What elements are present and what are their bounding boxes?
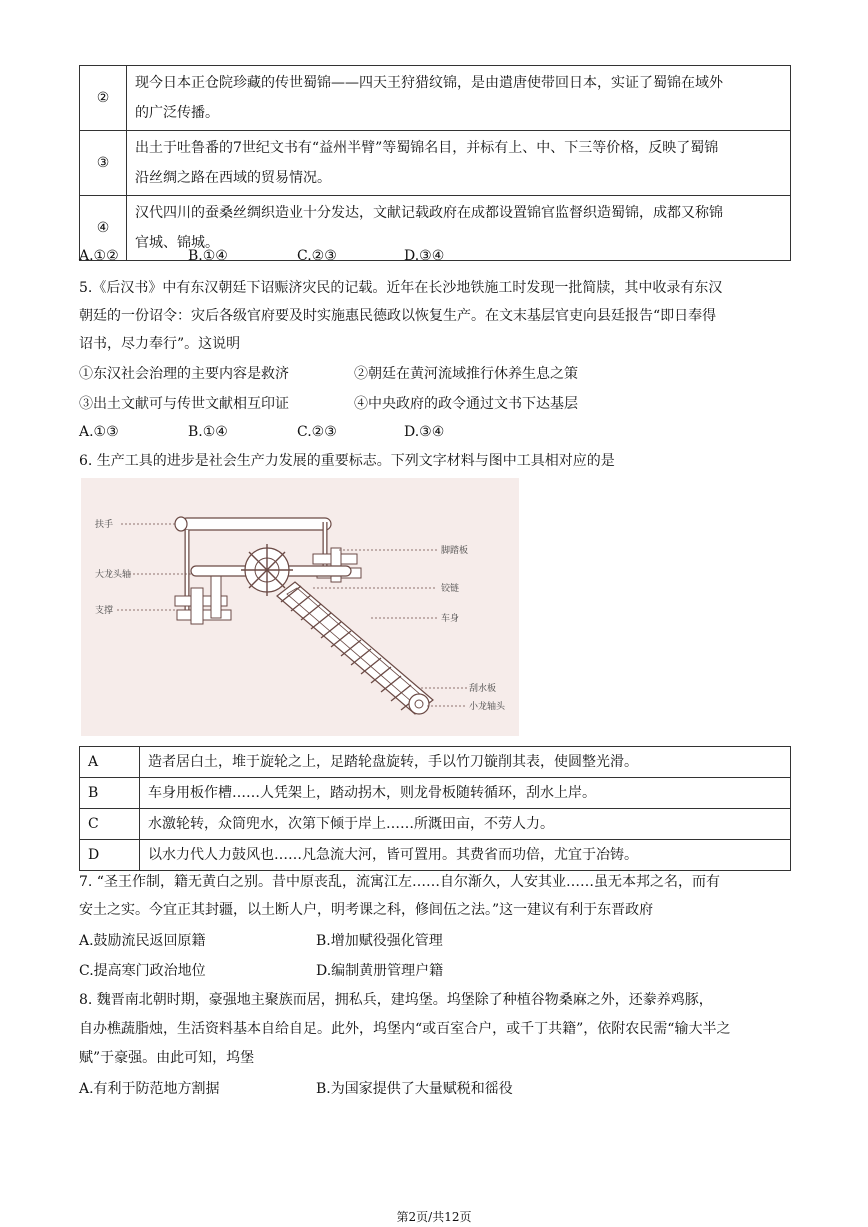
row-text-line: 现今日本正仓院珍藏的传世蜀锦——四天王狩猎纹锦，是由遣唐使带回日本，实证了蜀锦在域外 [135,75,723,91]
row-text: 车身用板作槽……人凭架上，踏动拐木，则龙骨板随转循环，刮水上岸。 [140,778,791,809]
q8-stem-line: 赋”于豪强。由此可知，坞堡 [79,1050,255,1066]
q7-stem-line: 7. “圣王作制，籍无黄白之别。昔中原丧乱，流寓江左……自尔渐久，人安其业……虽无本邦之名，而有 [79,874,720,890]
q6-stem: 6. 生产工具的进步是社会生产力发展的重要标志。下列文字材料与图中工具相对应的是 [79,453,615,469]
q7-option-d: D.编制黄册管理户籍 [316,963,444,979]
q4-option-c: C.②③ [297,248,337,264]
label-scraper: 刮水板 [469,684,497,694]
q8-stem-line: 8. 魏晋南北朝时期，豪强地主聚族而居，拥私兵，建坞堡。坞堡除了种植谷物桑麻之外，还豢养鸡豚， [79,992,713,1008]
page-number: 第2页/共12页 [396,1210,472,1224]
q8-option-a: A.有利于防范地方割据 [79,1081,220,1097]
row-text: 以水力代人力鼓风也……凡急流大河，皆可置用。其费省而功倍，尤宜于冶铸。 [140,840,791,871]
q7-stem-line: 安土之实。今宜正其封疆，以土断人户，明考课之科，修闾伍之法。”这一建议有利于东晋政府 [79,902,654,918]
q4-option-a: A.①② [79,248,119,264]
row-text-line: 官城、锦城。 [135,235,219,251]
q5-option-d: D.③④ [404,424,445,440]
table-row [80,809,791,840]
q4-material-table [79,65,791,261]
row-number: ③ [80,131,127,196]
q5-option-b: B.①④ [188,424,228,440]
row-number: ② [80,66,127,131]
trough-shape [277,582,433,714]
label-pedal: 脚踏板 [441,546,469,556]
row-text-line: 沿丝绸之路在西域的贸易情况。 [135,170,331,186]
q5-stem-line: 诏书，尽力奉行”。这说明 [79,336,241,352]
row-text-line: 出土于吐鲁番的7世纪文书有“益州半臂”等蜀锦名目，并标有上、中、下三等价格，反映了蜀锦 [135,140,719,156]
q7-option-a: A.鼓励流民返回原籍 [79,933,206,949]
q5-item: ②朝廷在黄河流域推行休养生息之策 [354,366,578,382]
label-handrail: 扶手 [95,520,114,530]
q5-item: ③出土文献可与传世文献相互印证 [79,396,289,412]
row-label: D [80,840,140,871]
q6-option-table [79,746,791,871]
q5-option-c: C.②③ [297,424,337,440]
label-hinge: 铰链 [441,584,460,594]
q7-option-c: C.提高寒门政治地位 [79,963,206,979]
pump-illustration [81,478,519,736]
q5-option-a: A.①③ [79,424,119,440]
dragon-bone-pump-figure [81,478,519,736]
table-row [80,840,791,871]
table-row [80,747,791,778]
row-label: B [80,778,140,809]
q5-stem-line: 朝廷的一份诏令：灾后各级官府要及时实施惠民德政以恢复生产。在文末基层官吏向县廷报告“即日奉得 [79,308,717,324]
table-row [80,778,791,809]
q7-option-b: B.增加赋役强化管理 [316,933,443,949]
q8-option-b: B.为国家提供了大量赋税和徭役 [316,1081,513,1097]
label-small-axle: 小龙轴头 [469,702,506,712]
handrail-shape [181,518,331,530]
label-body: 车身 [441,614,460,624]
row-label: A [80,747,140,778]
row-text-line: 汉代四川的蚕桑丝绸织造业十分发达，文献记载政府在成都设置锦官监督织造蜀锦，成都又称锦 [135,205,723,221]
label-support: 支撑 [95,606,114,616]
row-text: 水激轮转，众筒兜水，次第下倾于岸上……所溉田亩，不劳人力。 [140,809,791,840]
row-number: ④ [80,196,127,261]
q4-option-b: B.①④ [188,248,228,264]
row-label: C [80,809,140,840]
label-main-axle: 大龙头轴 [95,570,132,580]
q5-item: ①东汉社会治理的主要内容是救济 [79,366,289,382]
q8-stem-line: 自办樵蔬脂烛，生活资料基本自给自足。此外，坞堡内“或百室合户，或千丁共籍”，依附农民需“输大半之 [79,1021,731,1037]
q4-option-d: D.③④ [404,248,445,264]
row-text [127,131,791,196]
row-text: 造者居白土，堆于旋轮之上，足踏轮盘旋转，手以竹刀镟削其表，使圆整光滑。 [140,747,791,778]
table-row [80,131,791,196]
q5-item: ④中央政府的政令通过文书下达基层 [354,396,578,412]
row-text-line: 的广泛传播。 [135,105,219,121]
table-row [80,66,791,131]
q5-stem-line: 5.《后汉书》中有东汉朝廷下诏赈济灾民的记载。近年在长沙地铁施工时发现一批简牍，其中收录有东汉 [79,280,723,296]
row-text [127,66,791,131]
